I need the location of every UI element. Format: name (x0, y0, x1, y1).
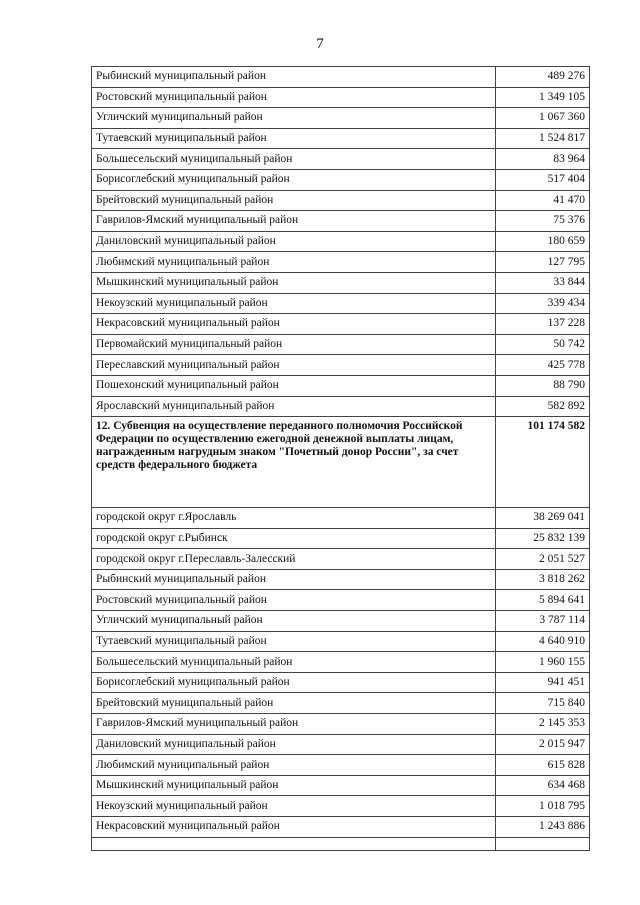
table-row (92, 714, 590, 735)
table-row (92, 693, 590, 714)
amount-value: 1 018 795 (496, 796, 590, 817)
section-body (92, 417, 590, 508)
amount-value: 5 894 641 (496, 590, 590, 611)
amount-value: 33 844 (496, 272, 590, 293)
municipality-name: Мышкинский муниципальный район (92, 775, 496, 796)
subsidy-table (91, 66, 590, 851)
municipality-name: Ростовский муниципальный район (92, 590, 496, 611)
table-row (92, 755, 590, 776)
amount-value: 582 892 (496, 396, 590, 417)
table-tail-row (92, 837, 590, 850)
amount-value: 339 434 (496, 293, 590, 314)
municipality-name: Некрасовский муниципальный район (92, 314, 496, 335)
table-row (92, 775, 590, 796)
table-row (92, 108, 590, 129)
amount-value: 88 790 (496, 375, 590, 396)
municipality-name: Первомайский муниципальный район (92, 334, 496, 355)
amount-value: 1 524 817 (496, 128, 590, 149)
table-row (92, 549, 590, 570)
amount-value: 1 960 155 (496, 652, 590, 673)
table-row (92, 590, 590, 611)
tail-cell-value (496, 837, 590, 850)
municipality-name: Некоузский муниципальный район (92, 293, 496, 314)
amount-value: 3 818 262 (496, 569, 590, 590)
municipality-name: Угличский муниципальный район (92, 611, 496, 632)
amount-value: 517 404 (496, 169, 590, 190)
amount-value: 941 451 (496, 672, 590, 693)
amount-value: 137 228 (496, 314, 590, 335)
table-row (92, 569, 590, 590)
table-row (92, 128, 590, 149)
amount-value: 2 015 947 (496, 734, 590, 755)
table-body-before (92, 67, 590, 417)
municipality-name: Ярославский муниципальный район (92, 396, 496, 417)
municipality-name: Любимский муниципальный район (92, 252, 496, 273)
table-row (92, 652, 590, 673)
table-row (92, 293, 590, 314)
amount-value: 83 964 (496, 149, 590, 170)
table-row (92, 87, 590, 108)
municipality-name: городской округ г.Рыбинск (92, 528, 496, 549)
table-row (92, 375, 590, 396)
municipality-name: Даниловский муниципальный район (92, 231, 496, 252)
table-row (92, 169, 590, 190)
tail-cell-name (92, 837, 496, 850)
table-row (92, 631, 590, 652)
table-row (92, 211, 590, 232)
municipality-name: Гаврилов-Ямский муниципальный район (92, 211, 496, 232)
table-row (92, 672, 590, 693)
amount-value: 3 787 114 (496, 611, 590, 632)
amount-value: 615 828 (496, 755, 590, 776)
municipality-name: Тутаевский муниципальный район (92, 631, 496, 652)
amount-value: 4 640 910 (496, 631, 590, 652)
table-row (92, 396, 590, 417)
municipality-name: Гаврилов-Ямский муниципальный район (92, 714, 496, 735)
table-row (92, 334, 590, 355)
amount-value: 2 145 353 (496, 714, 590, 735)
municipality-name: Большесельский муниципальный район (92, 149, 496, 170)
table-body-after (92, 508, 590, 838)
municipality-name: Рыбинский муниципальный район (92, 569, 496, 590)
table-row (92, 231, 590, 252)
municipality-name: городской округ г.Переславль-Залесский (92, 549, 496, 570)
municipality-name: городской округ г.Ярославль (92, 508, 496, 529)
amount-value: 634 468 (496, 775, 590, 796)
section-title: 12. Субвенция на осуществление переданного полномочия Российской Федерации по осуществлению ежегодной денежной выплаты лицам, награжденным нагрудным знаком "Почетный донор России", за счет средств федерального бюджета (92, 417, 496, 508)
amount-value: 489 276 (496, 67, 590, 88)
table-row (92, 508, 590, 529)
table-row (92, 817, 590, 838)
table-row (92, 149, 590, 170)
municipality-name: Борисоглебский муниципальный район (92, 169, 496, 190)
amount-value: 25 832 139 (496, 528, 590, 549)
page-number: 7 (316, 36, 324, 52)
section-header-row (92, 417, 590, 508)
amount-value: 425 778 (496, 355, 590, 376)
amount-value: 1 349 105 (496, 87, 590, 108)
municipality-name: Большесельский муниципальный район (92, 652, 496, 673)
amount-value: 180 659 (496, 231, 590, 252)
amount-value: 715 840 (496, 693, 590, 714)
table-row (92, 272, 590, 293)
amount-value: 38 269 041 (496, 508, 590, 529)
municipality-name: Угличский муниципальный район (92, 108, 496, 129)
municipality-name: Даниловский муниципальный район (92, 734, 496, 755)
section-total: 101 174 582 (496, 417, 590, 508)
municipality-name: Переславский муниципальный район (92, 355, 496, 376)
amount-value: 75 376 (496, 211, 590, 232)
municipality-name: Борисоглебский муниципальный район (92, 672, 496, 693)
table-row (92, 734, 590, 755)
amount-value: 41 470 (496, 190, 590, 211)
municipality-name: Мышкинский муниципальный район (92, 272, 496, 293)
table-row (92, 252, 590, 273)
municipality-name: Пошехонский муниципальный район (92, 375, 496, 396)
municipality-name: Некрасовский муниципальный район (92, 817, 496, 838)
municipality-name: Рыбинский муниципальный район (92, 67, 496, 88)
municipality-name: Некоузский муниципальный район (92, 796, 496, 817)
amount-value: 1 067 360 (496, 108, 590, 129)
amount-value: 1 243 886 (496, 817, 590, 838)
municipality-name: Брейтовский муниципальный район (92, 693, 496, 714)
table-row (92, 67, 590, 88)
table-row (92, 355, 590, 376)
municipality-name: Любимский муниципальный район (92, 755, 496, 776)
municipality-name: Брейтовский муниципальный район (92, 190, 496, 211)
table-tail (92, 837, 590, 850)
table-row (92, 796, 590, 817)
municipality-name: Ростовский муниципальный район (92, 87, 496, 108)
table-row (92, 190, 590, 211)
amount-value: 50 742 (496, 334, 590, 355)
table-row (92, 528, 590, 549)
table-row (92, 611, 590, 632)
amount-value: 2 051 527 (496, 549, 590, 570)
table-row (92, 314, 590, 335)
municipality-name: Тутаевский муниципальный район (92, 128, 496, 149)
amount-value: 127 795 (496, 252, 590, 273)
